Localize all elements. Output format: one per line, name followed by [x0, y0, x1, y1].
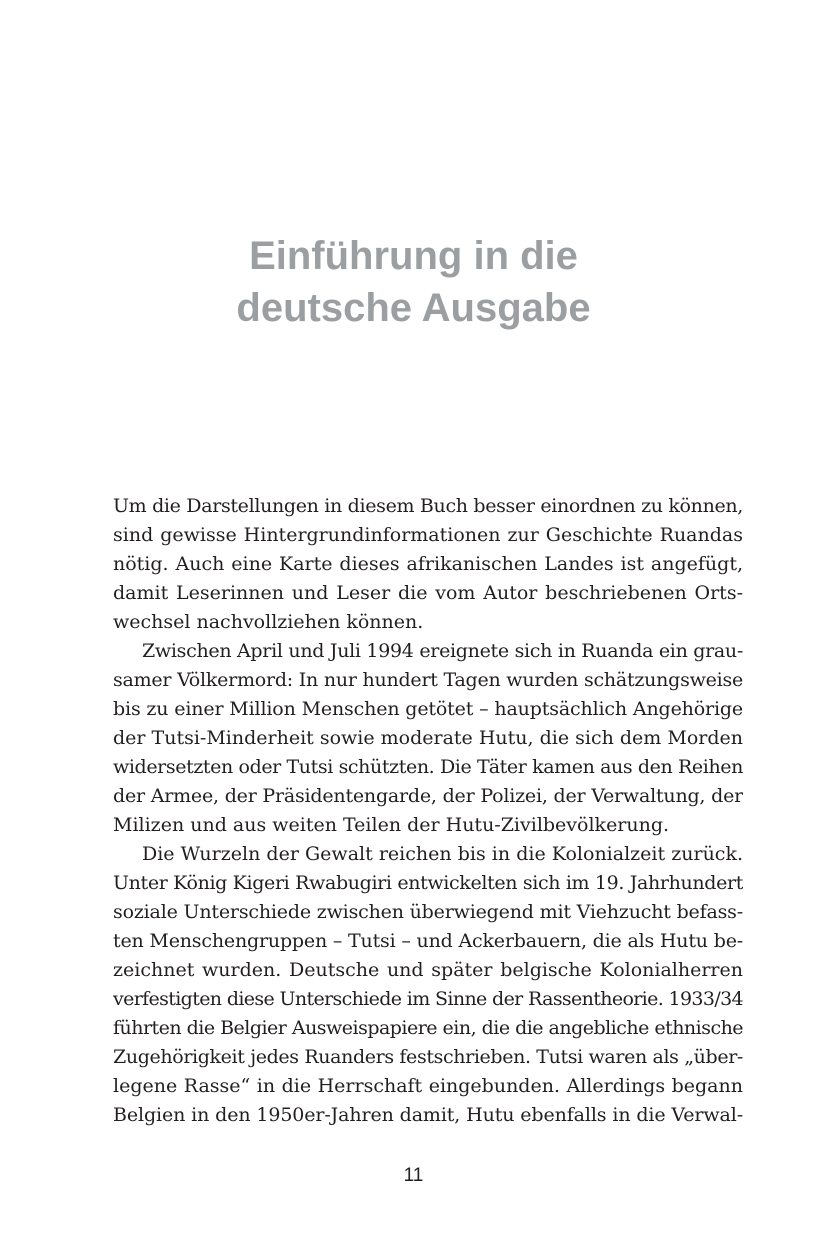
paragraph-line: verfestigten diese Unterschiede im Sinne der Rassentheorie. 1933/34 — [113, 988, 743, 1010]
paragraph-line: legene Rasse“ in die Herrschaft eingebunden. Allerdings begann — [113, 1075, 743, 1097]
paragraph-line: ten Menschengruppen – Tutsi – und Ackerbauern, die als Hutu be- — [113, 930, 743, 952]
paragraph-2 — [113, 637, 743, 840]
paragraph-line: nötig. Auch eine Karte dieses afrikanischen Landes ist angefügt, — [113, 553, 743, 575]
paragraph-line: damit Leserinnen und Leser die vom Autor beschriebenen Orts- — [113, 582, 743, 604]
body-text — [113, 492, 743, 1130]
paragraph-line: Zwischen April und Juli 1994 ereignete sich in Ruanda ein grau- — [142, 640, 743, 662]
paragraph-line: samer Völkermord: In nur hundert Tagen wurden schätzungsweise — [113, 669, 743, 691]
paragraph-line: widersetzten oder Tutsi schützten. Die Täter kamen aus den Reihen — [113, 756, 743, 778]
paragraph-line: Zugehörigkeit jedes Ruanders festschrieben. Tutsi waren als „über- — [113, 1046, 743, 1068]
paragraph-line: sind gewisse Hintergrundinformationen zur Geschichte Ruandas — [113, 524, 743, 546]
paragraph-line: Belgien in den 1950er-Jahren damit, Hutu ebenfalls in die Verwal- — [113, 1104, 743, 1126]
paragraph-line: der Armee, der Präsidentengarde, der Polizei, der Verwaltung, der — [113, 785, 743, 807]
paragraph-line: führten die Belgier Ausweispapiere ein, die die angebliche ethnische — [113, 1017, 743, 1039]
paragraph-line: der Tutsi-Minderheit sowie moderate Hutu, die sich dem Morden — [113, 727, 743, 749]
paragraph-line: bis zu einer Million Menschen getötet – hauptsächlich Angehörige — [113, 698, 743, 720]
chapter-title-line-1: Einführung in die — [249, 234, 578, 278]
paragraph-line: Unter König Kigeri Rwabugiri entwickelten sich im 19. Jahrhundert — [113, 872, 743, 894]
paragraph-line: Die Wurzeln der Gewalt reichen bis in die Kolonialzeit zurück. — [142, 843, 743, 865]
paragraph-line: zeichnet wurden. Deutsche und später belgische Kolonialherren — [113, 959, 743, 981]
page-number: 11 — [403, 1165, 424, 1186]
paragraph-1 — [113, 492, 743, 637]
chapter-title — [0, 230, 827, 334]
chapter-title-line-2: deutsche Ausgabe — [236, 286, 591, 330]
paragraph-3 — [113, 840, 743, 1130]
paragraph-line: soziale Unterschiede zwischen überwiegend mit Viehzucht befass- — [113, 901, 743, 923]
paragraph-line: Milizen und aus weiten Teilen der Hutu-Zivilbevölkerung. — [113, 814, 670, 836]
paragraph-line: wechsel nachvollziehen können. — [113, 611, 424, 633]
paragraph-line: Um die Darstellungen in diesem Buch besser einordnen zu können, — [113, 495, 743, 517]
